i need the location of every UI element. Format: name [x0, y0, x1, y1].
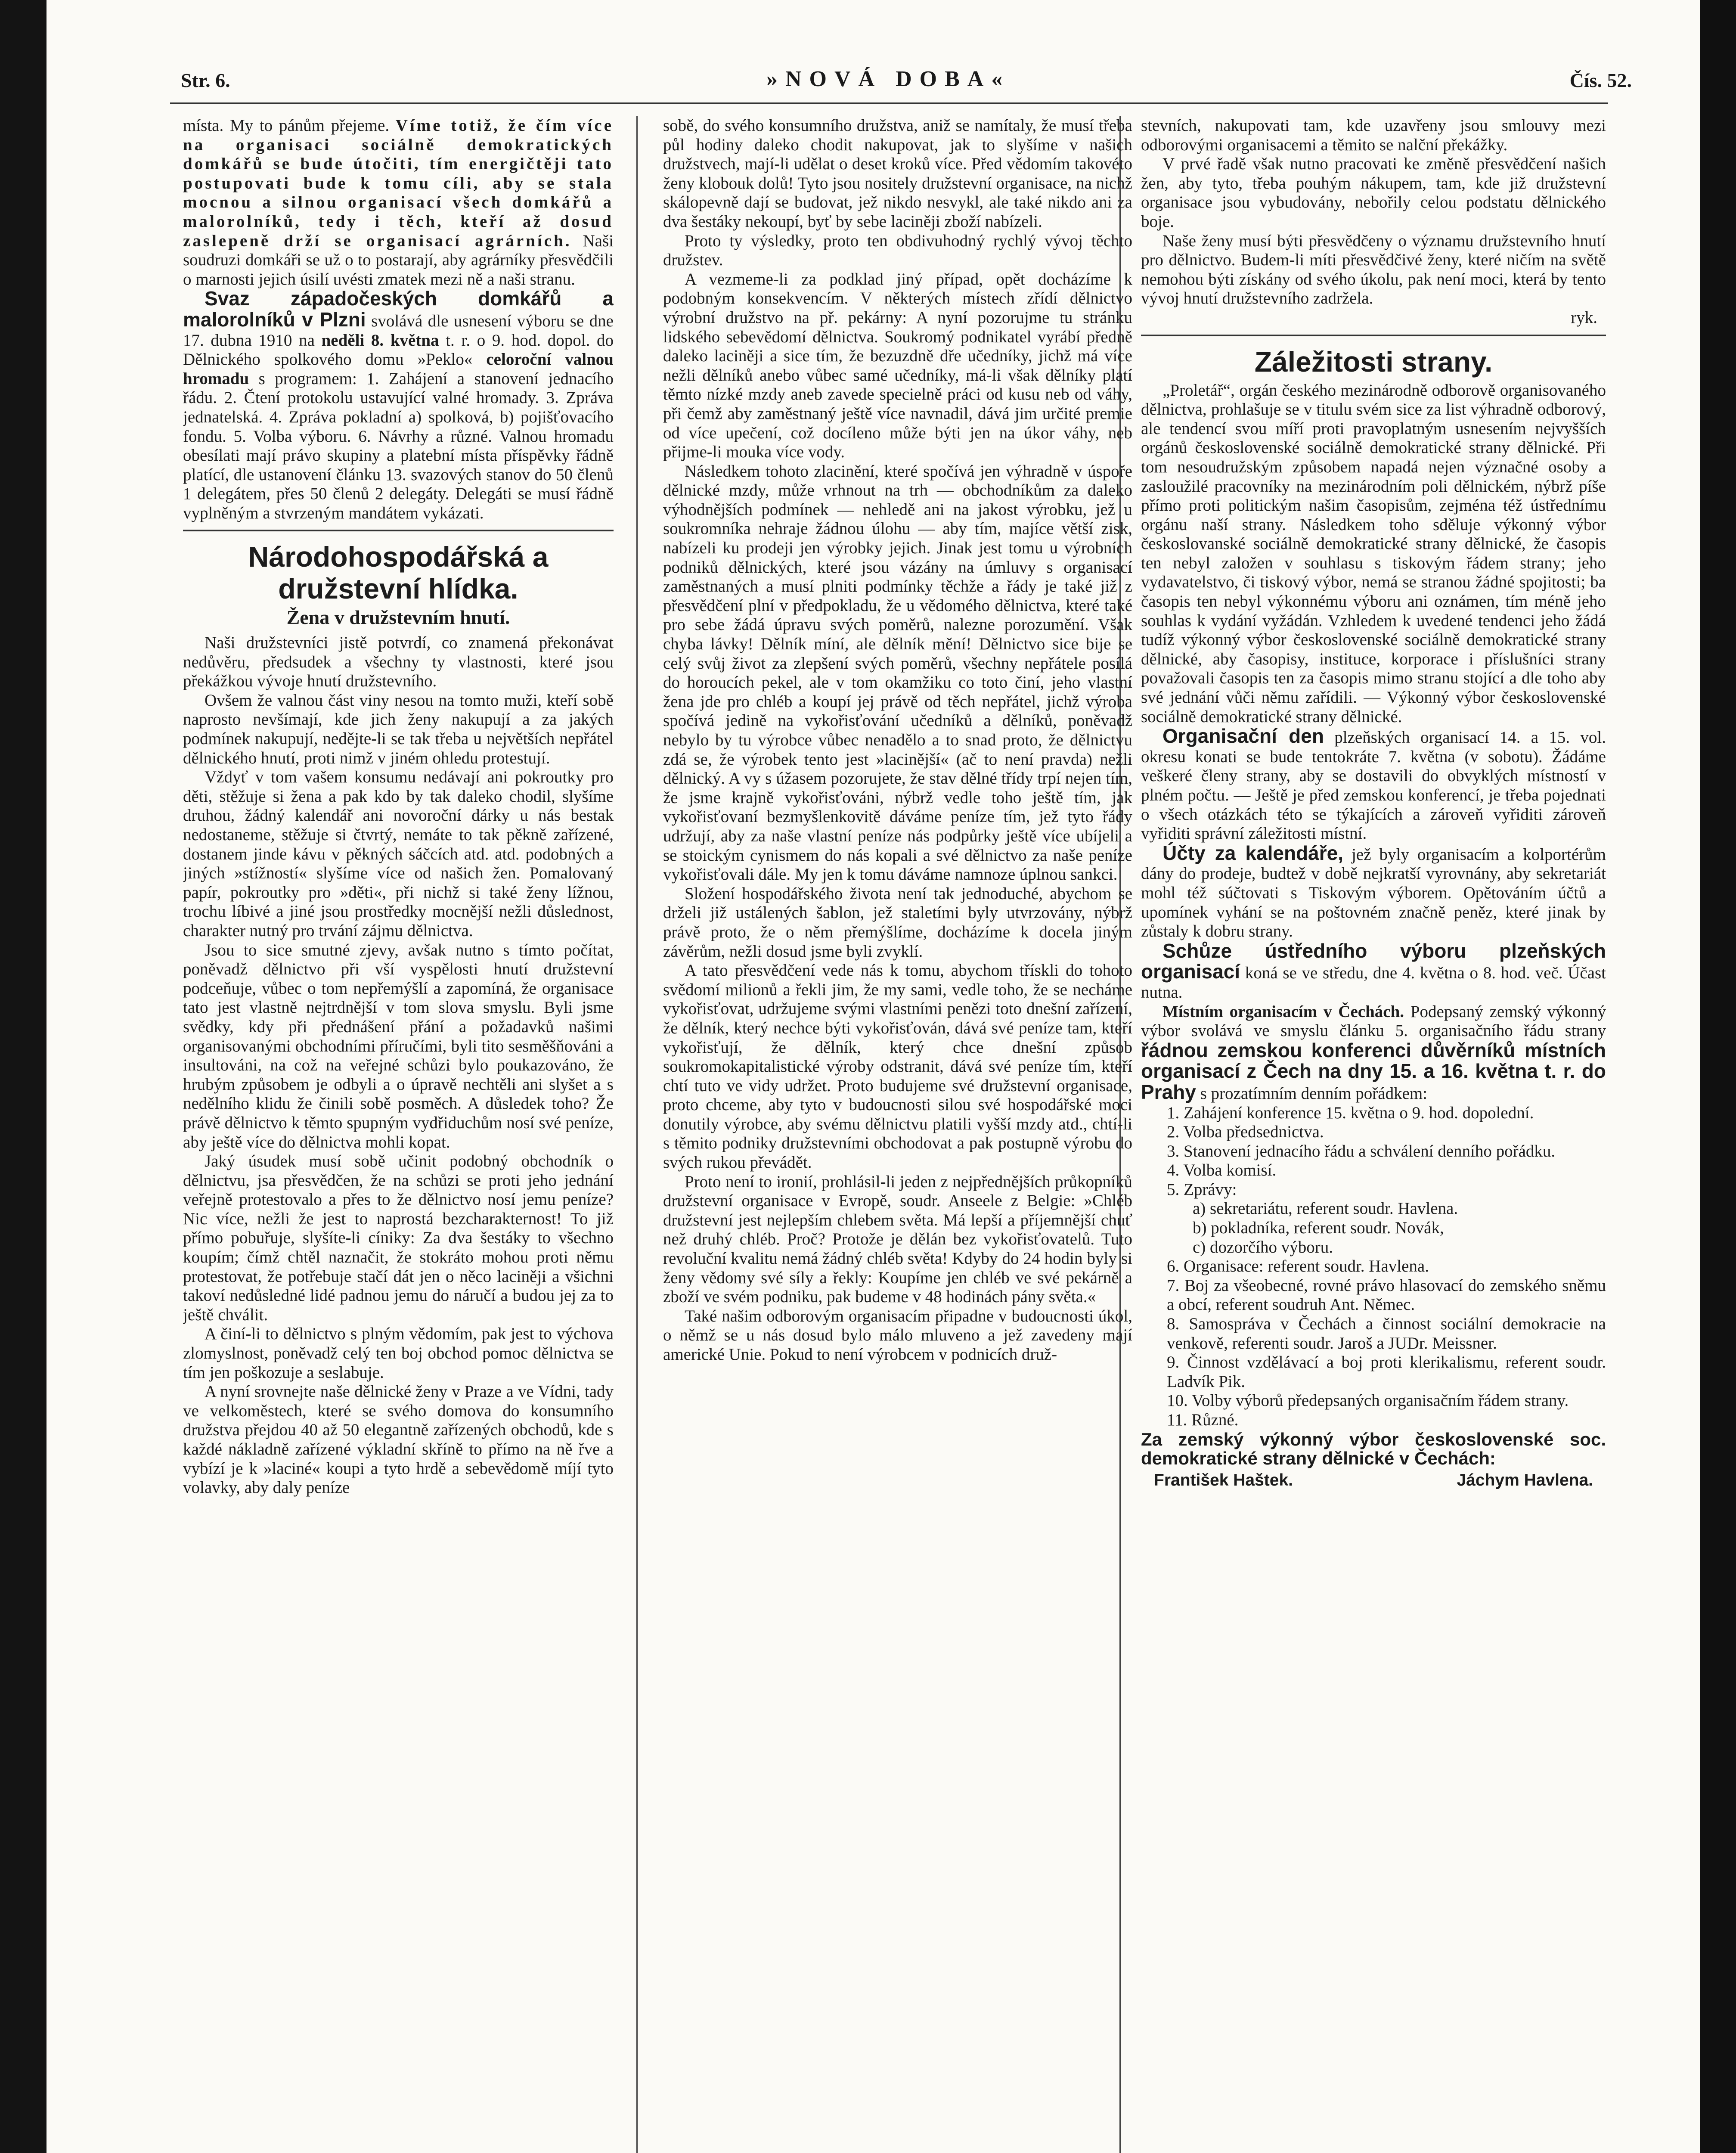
paragraph: sobě, do svého konsumního družstva, aniž se namítaly, že musí třeba půl hodiny daleko chodit nakupovat, jak to slyšíme v našich družstvech, mají-li udělat o deset kroků více. Před vědomím takovéto ženy klobouk dolů! Tyto jsou nositely družstevní organisace, na nichž skálopevně dají se budovat, jež nikdo nesvykl, ale také nikdo ani za dva šestáky nekoupí, byť by sebe laciněji zboží nabízeli.: [663, 116, 1132, 231]
article-title: Žena v družstevním hnutí.: [286, 606, 510, 629]
page-header: [172, 65, 1636, 99]
paragraph: A nyní srovnejte naše dělnické ženy v Praze a ve Vídni, tady ve velkoměstech, které se svého domova do konsumního družstva přejdou 40 až 50 elegantně zařízených obchodů, kde s každé nákladně zařízené výkladní skříně to přímo na ně řve a vybízí je k »laciné« koupi a tyto hrdě a sebevědomě míjí tyto volavky, aby daly peníze: [183, 1382, 614, 1497]
paragraph: V prvé řadě však nutno pracovati ke změně přesvědčení našich žen, aby tyto, třeba pouhým nákupem, tam, kde již družstevní organisace jsou vybudovány, nebořily celou podstatu dělnického boje.: [1141, 155, 1606, 231]
author-initials: ryk.: [1571, 308, 1597, 327]
agenda-item: 7. Boj za všeobecné, rovné právo hlasovací do zemského sněmu a obcí, referent soudruh Ant. Němec.: [1167, 1276, 1606, 1314]
agenda-item: 6. Organisace: referent soudr. Havlena.: [1167, 1257, 1429, 1276]
header-rule: [170, 102, 1608, 104]
paragraph: stevních, nakupovati tam, kde uzavřeny jsou smlouvy mezi odborovými organisacemi a těmito se nalční překážky.: [1141, 116, 1606, 154]
paragraph: Vždyť v tom vašem konsumu nedávají ani pokroutky pro děti, stěžuje si žena a pak kdo by tak daleko chodil, slyšíme druhou, žádný kalendář ani novoroční dárky u nás bestak nedostaneme, stěžuje si čtvrtý, nemáte to tak pěkně zařízené, dostanem jinde kávu v pěkných sáčcích atd. atd. podobných a jiných »stížností« slyšíme více od našich žen. Pomalovaný papír, pokroutky pro »děti«, při nichž si také ženy lížnou, trochu líbivé a jiné jsou prostředky mocnější nežli důslednost, charakter nutný pro trvání zájmu dělnictva.: [183, 768, 614, 940]
agenda-item: 9. Činnost vzdělávací a boj proti klerikalismu, referent soudr. Ladvík Pik.: [1167, 1353, 1606, 1391]
paragraph: Proto ty výsledky, proto ten obdivuhodný rychlý vývoj těchto družstev.: [663, 231, 1132, 270]
paragraph: Následkem tohoto zlacinění, které spočívá jen výhradně v úspoře dělnické mzdy, může vrhnout na trh — obchodníkům za daleko výhodnějších podmínek — nehledě ani na jakost výrobku, jež u soukromníka nehraje žádnou úlohu — aby tím, majíce větší zisk, nabízeli ku prodeji jen výrobky jejich. Jinak jest tomu u výrobních podniků dělnických, které jsou vázány na úmluvy s organisací zaměstnaných a musí plniti podmínky těchže a řády je také již z přesvědčení plní v předpokladu, že u vědomého dělnictva, které také pro sebe žádá úpravu svých poměrů, nalezne porozumění. Však chyba lávky! Dělník míní, ale dělník mění! Dělnictvo sice bije se celý svůj život za zlepšení svých poměrů, všechny nepřátele posílá do horoucích pekel, ale v tom okamžiku co toto činí, jeho vlastní žena jde pro chléb a koupí jej právě od těch nepřátel, jichž výroba spočívá jedině na vykořisťování učedníků a dělníků, poněvadž nebylo by tu výrobce vůbec nenadělo a to snad proto, že dělnictvu zdá se, že výrobek tento jest »lacinější« (ač to není pravda) nežli dělnický. A vy s úžasem pozorujete, že stav dělné třídy trpí nejen tím, že jsme krajně vykořisťováni, nýbrž vedle toho ještě tím, jak vykořisťovaní bezmyšlenkovitě dáváme peníze tím, jež tyto řády udržují, aby za naše vlastní peníze nás podpůrky ještě více ubíjeli a se stoickým cynismem do nás kopali a své dělnictvo za naše peníze vykořisťovali dále. My jen k tomu dáváme namnoze úplnou sankci.: [663, 462, 1132, 884]
agenda-item: 3. Stanovení jednacího řádu a schválení denního pořádku.: [1167, 1142, 1556, 1160]
text: koná se ve středu, dne 4. května o 8. hod. več. Účast nutna.: [1141, 964, 1606, 1002]
agenda-subitem: b) pokladníka, referent soudr. Novák,: [1193, 1219, 1444, 1238]
text: s programem: 1. Zahájení a stanovení jednacího řádu. 2. Čtení protokolu ustavující valné hromady. 3. Zpráva jednatelská. 4. Zpráva pokladní a) spolková, b) pojišťovacího fondu. 5. Volba výboru. 6. Návrhy a různé. Valnou hromadu obesílati mají právo skupiny a platební místa příspěvky řádně platící, dle ustanovení článku 13. svazových stanov do 50 členů 1 delegátem, přes 50 členů 2 delegáty. Delegáti se musí řádně vyplněným a stvrzeným mandátem vykázati.: [183, 369, 614, 522]
text: s prozatímním denním pořádkem:: [1200, 1084, 1428, 1103]
section-divider: [1141, 335, 1606, 336]
agenda-item: 10. Volby výborů předepsaných organisačním řádem strany.: [1167, 1391, 1569, 1410]
paragraph: A vezmeme-li za podklad jiný případ, opět docházíme k podobným konsekvencím. V některých místech zřídí dělnictvo výrobní družstvo na př. pekárny: A nyní pozorujme tu stránku lidského sebevědomí dělnictva. Soukromý podnikatel vyrábí předně daleko laciněji a sice tím, že bezuzdně dře učedníky, jichž má více nežli dělníků anebo vůbec samé učedníky, má-li však dělníky platí těmto nízké mzdy aneb zavede specielně práci od kusu neb od váhy, při čemž aby zaměstnaný ještě více navnadil, dává jim určité premie od více upečení, což docíleno může býti jen na úkor váhy, neb přijme-li mouka více vody.: [663, 270, 1132, 462]
agenda-item: 2. Volba předsednictva.: [1167, 1123, 1324, 1142]
section-heading: Záležitosti strany.: [1254, 345, 1493, 378]
notice-title: Účty za kalendáře,: [1162, 841, 1344, 864]
text: místa. My to pánům přejeme.: [183, 116, 390, 135]
paragraph: Složení hospodářského života není tak jednoduché, abychom se drželi již ustálených šablon, jež staletími byly utvrzovány, nýbrž právě proto, že o něm přemýšlíme, docházíme k docela jiným závěrům, nežli dosud jsme byli zvyklí.: [663, 884, 1132, 961]
page-edge: [1700, 0, 1736, 2153]
notice: [1141, 941, 1606, 1002]
column-3: [1141, 116, 1606, 2153]
section-heading: Národohospodářská a družstevní hlídka.: [248, 541, 549, 605]
paragraph: Také našim odborovým organisacím připadne v budoucnosti úkol, o němž se u nás dosud bylo málo mluveno a jež zavedeny mají americké Unie. Pokud to není výrobcem v podnicích druž-: [663, 1306, 1132, 1364]
column-1: [183, 116, 614, 2153]
paragraph: A tato přesvědčení vede nás k tomu, abychom třískli do tohoto svědomí milionů a řekli jim, že my sami, vedle toho, že se necháme vykořisťovat, udržujeme svými vlastními penězi toto dnešní zařízení, že dělník, který nechce býti vykořisťován, dává své peníze tam, kteří vykořisťují, že dělník, který chce dnešní způsob soukromokapitalistické výroby odstranit, dává své peníze tím, kteří chtí tuto ve vidy udržet. Proto budujeme své družstevní organisace, proto chceme, aby tyto v budoucnosti silou své hospodářské moci donutily výrobce, aby svému dělnictvu platili vyšší mzdy atd., chtí-li s těmito podniky družstevními obchodovat a pak postupně výrobu do svých rukou převádět.: [663, 961, 1132, 1172]
paragraph: Jaký úsudek musí sobě učinit podobný obchodník o dělnictvu, jsa přesvědčen, že na schůzi se proti jeho jednání veřejně protestovalo a přes to že dělnictvo nosí jemu peníze? Nic více, nežli že jest to naprostá bezcharakternost! To již přímo pobuřuje, slyšíte-li cíniky: Za dva šestáky to všechno koupím; čímž chtěl naznačit, že stokráto mohou proti němu protestovat, že potřebuje stačí dát jen o něco laciněji a všichni takoví nedůsledné lidé padnou jemu do náručí a budou jej za to ještě chválit.: [183, 1152, 614, 1324]
agenda-item: 1. Zahájení konference 15. května o 9. hod. dopolední.: [1167, 1103, 1534, 1122]
paragraph: A činí-li to dělnictvo s plným vědomím, pak jest to výchova zlomyslnost, poněvadž celý ten boj obchod pomoc dělnictva se tím jen poškozuje a seslabuje.: [183, 1325, 614, 1382]
column-2: [663, 116, 1132, 2153]
agenda-item: 4. Volba komisí.: [1167, 1161, 1277, 1180]
event-emphasis: celoroční valnou hromadu: [183, 350, 614, 388]
agenda-item: 8. Samospráva v Čechách a činnost sociální demokracie na venkově, referenti soudr. Jaroš a JUDr. Meissner.: [1167, 1315, 1606, 1353]
paragraph: Proto není to ironií, prohlásil-li jeden z nejpřednějších průkopníků družstevní organisace v Evropě, soudr. Anseele z Belgie: »Chléb družstevní jest nejlepším chlebem světa. Má lepší a příjemnější chuť než druhý chléb. Proč? Protože je dělán bez vykořisťovatelů. Tuto revoluční kvalitu nemá žádný chléb světa! Kdyby do 24 hodin byly si ženy vědomy své síly a řekly: Koupíme jen chléb ve své pekárně a zboží ve svém podniku, pak budeme v 48 hodinách pány světa.«: [663, 1172, 1132, 1306]
notice: [1141, 1002, 1606, 1104]
paragraph: Naše ženy musí býti přesvědčeny o významu družstevního hnutí pro dělnictvo. Budem-li míti přesvědčivé ženy, které ničím na světě nemohou býti získány od svého úkolu, pak není moci, která by tento vývoj hnutí družstevního zadržela.: [1141, 231, 1606, 308]
org-name: Svaz západočeských domkářů a malorolníků v Plzni: [183, 287, 614, 331]
text: Podepsaný zemský výkonný výbor svolává ve smyslu článku 5. organisačního řádu strany: [1141, 1002, 1606, 1040]
closing-line: Za zemský výkonný výbor československé soc. demokratické strany dělnické v Čechách:: [1141, 1429, 1606, 1469]
notice-title: Schůze ústředního výboru plzeňských organisací: [1141, 939, 1606, 983]
issue-number: Čís. 52.: [1569, 69, 1632, 91]
section-divider: [183, 530, 614, 531]
announcement: [183, 289, 614, 523]
paragraph: Jsou to sice smutné zjevy, avšak nutno s tímto počítat, poněvadž dělnictvo při vší vyspělosti hnutí družstevní podceňuje, vůbec o tom nepřemýšlí a zapomíná, že organisace tato jest vlastně nejtrdnější v tom slova smyslu. Byli jsme svědky, kdy při přednášení přání a požadavků našimi organisovanými obchodními příručími, byli tito sesměšňováni a insultováni, na což na veřejné schůzi bylo poukazováno, že hrubým způsobem je odbyli a o úpravě nechtěli ani slyšet a s nedělního klidu že činili sobě posměch. A důsledek toho? Že právě dělnictvo k těmto spupným vydřiduchům nosí své peníze, aby ještě více do dělnictva mohli kopat.: [183, 940, 614, 1151]
agenda-item: 5. Zprávy:: [1167, 1180, 1237, 1199]
signature-left: František Haštek.: [1154, 1470, 1293, 1489]
signatures: [1141, 1471, 1606, 1490]
text: t. r. o 9. hod. dopol. do Dělnického spolkového domu »Peklo«: [183, 331, 614, 369]
signature-right: Jáchym Havlena.: [1457, 1470, 1593, 1489]
text: svolává dle usnesení výboru se dne 17. dubna 1910 na: [183, 311, 614, 350]
agenda-item: 11. Různé.: [1167, 1411, 1239, 1429]
text: jež byly organisacím a kolportérům dány do prodeje, budtež v době nejkratší vyrovnány, aby sekretariát mohl též súčtovati s Tiskovým výborem. Opětováním účtů a upomínek vyhání se na poštovném značně peněz, které jinak by zůstaly k dobru strany.: [1141, 845, 1606, 941]
masthead-title: »NOVÁ DOBA«: [766, 67, 1011, 91]
column-divider: [636, 116, 638, 2153]
notice-title: Místním organisacím v Čechách.: [1162, 1002, 1404, 1021]
paragraph: [183, 116, 614, 289]
paragraph: Ovšem že valnou část viny nesou na tomto muži, kteří sobě naprosto nevšímají, kde jich ženy nakupují a za jakých podmínek nakupují, nedějte-li se tak třeba u největších nepřátel dělnického hnutí, proti nimž v jiném ohledu protestují.: [183, 691, 614, 767]
text: Naši soudruzi domkáři se už o to postarají, aby agrárníky přesvědčili o marnosti jejich úsilí uvésti zmatek mezi ně a naši stranu.: [183, 231, 614, 289]
conference-emphasis: řádnou zemskou konferenci důvěrníků místních organisací z Čech na dny 15. a 16. května t. r. do Prahy: [1141, 1039, 1606, 1103]
paragraph: Naši družstevníci jistě potvrdí, co znamená překonávat nedůvěru, předsudek a všechny ty vlastnosti, které jsou překážkou vývoje hnutí družstevního.: [183, 633, 614, 691]
paragraph: „Proletář“, orgán českého mezinárodně odborově organisovaného dělnictva, prohlašuje se v titulu svém sice za list výhradně odborový, ale tendencí svou míří proti pravoplatným usnesením nejvyšších orgánů československé sociálně demokratické strany dělnické. Při tom nesoudružským způsobem napadá nejen význačné osoby a zasloužilé pracovníky na mezinárodním poli dělnickém, nýbrž píše přímo proti politickým našim časopisům, zejména též ústřednímu orgánu naší strany. Následkem toho sděluje výkonný výbor českoslovanské sociálně demokratické strany dělnické, že časopis ten nebyl založen v souhlasu s tiskovým řádem strany; jeho vydavatelstvo, či tiskový výbor, nemá se stranou žádné spojitosti; ba časopis ten nebyl výkonnému výboru ani oznámen, tím méně jeho souhlas k vydání vyžádán. Vzhledem k uvedené tendenci jeho žádá tudíž výkonný výbor československé sociálně demokratické strany dělnické, aby časopisy, instituce, korporace i příslušníci strany považovali časopis ten za časopis mimo stranu stojící a dle toho aby své jednání vůči němu zařídili. — Výkonný výbor československé sociálně demokratické strany dělnické.: [1141, 381, 1606, 726]
notice: [1141, 726, 1606, 844]
text: plzeňských organisací 14. a 15. vol. okresu konati se bude tentokráte 7. května (v sobotu). Žádáme veškeré členy strany, aby se dostavili do obvyklých místností v plném počtu. — Ještě je před zemskou konferencí, je třeba pojednati o všech otázkách této se týkajících a zároveň vyřiditi zároveň vyřiditi správní záležitosti místní.: [1141, 728, 1606, 843]
page-number: Str. 6.: [181, 69, 230, 91]
notice-title: Organisační den: [1162, 725, 1324, 748]
date-emphasis: neděli 8. května: [321, 331, 439, 350]
notice: [1141, 841, 1606, 941]
agenda-subitem: a) sekretariátu, referent soudr. Havlena.: [1193, 1199, 1458, 1218]
text-emphasis: Víme totiž, že čím více na organisaci sociálně demokratických domkářů se bude útočiti, tím energičtěji tato postupovati bude k tomu cíli, aby se stala mocnou a silnou organisací všech domkářů a malorolníků, tedy i těch, kteří až dosud zaslepeně drží se organisací agrárních.: [183, 116, 614, 250]
agenda-subitem: c) dozorčího výboru.: [1193, 1238, 1333, 1256]
